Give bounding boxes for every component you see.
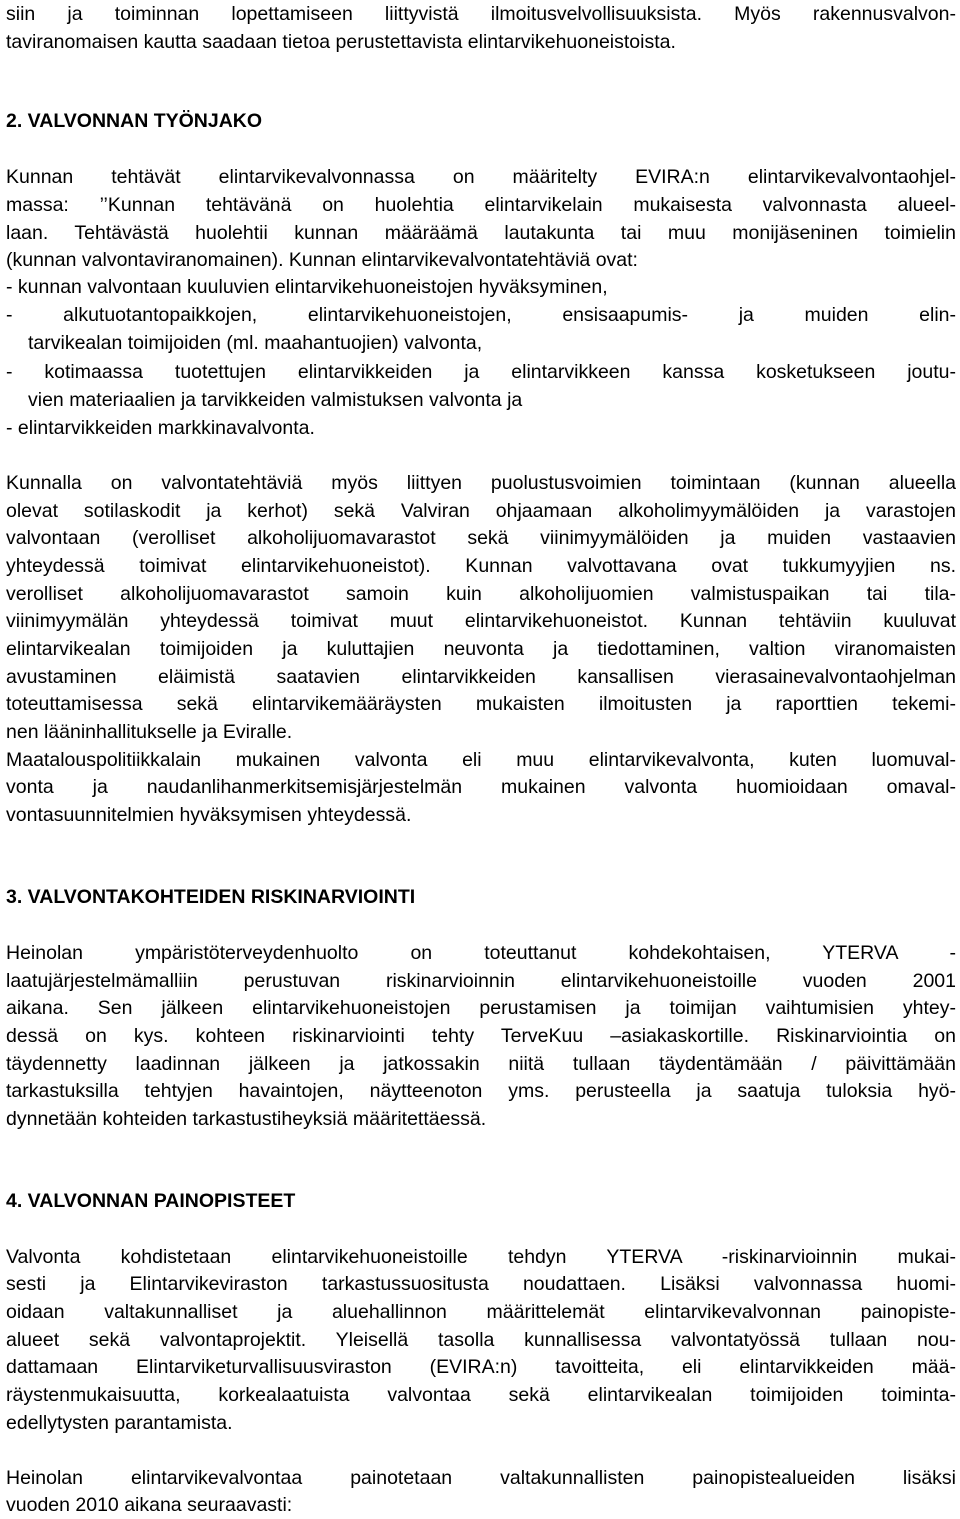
text-line: vontasuunnitelmien hyväksymisen yhteydessä. bbox=[6, 804, 412, 826]
text-line: viinimyymälän yhteydessä toimivat muut elintarvikehuoneistot. Kunnan tehtäviin kuuluvat bbox=[6, 610, 956, 632]
list-item: - elintarvikkeiden markkinavalvonta. bbox=[6, 417, 315, 439]
list-item: - kotimaassa tuotettujen elintarvikkeiden ja elintarvikkeen kanssa kosketukseen joutu- bbox=[6, 361, 956, 383]
text-line: toteuttamisessa sekä elintarvikemääräysten mukaisten ilmoitusten ja raporttien tekemi- bbox=[6, 693, 956, 715]
text-line: vuoden 2010 aikana seuraavasti: bbox=[6, 1494, 293, 1516]
text-line: Kunnalla on valvontatehtäviä myös liittyen puolustusvoimien toimintaan (kunnan alueella bbox=[6, 472, 956, 494]
text-line: Maatalouspolitiikkalain mukainen valvonta eli muu elintarvikevalvonta, kuten luomuval- bbox=[6, 749, 956, 771]
text-line: Valvonta kohdistetaan elintarvikehuoneistoille tehdyn YTERVA -riskinarvioinnin mukai- bbox=[6, 1246, 956, 1268]
text-line: Heinolan elintarvikevalvontaa painotetaan valtakunnallisten painopistealueiden lisäksi bbox=[6, 1467, 956, 1489]
list-item-continuation: tarvikealan toimijoiden (ml. maahantuojien) valvonta, bbox=[28, 332, 483, 354]
section-heading: 2. VALVONNAN TYÖNJAKO bbox=[6, 110, 263, 132]
text-line: olevat sotilaskodit ja kerhot) sekä Valviran ohjaamaan alkoholimyymälöiden ja varastojen bbox=[6, 500, 956, 522]
text-line: massa: ’’Kunnan tehtävänä on huolehtia elintarvikelain mukaisesta valvonnasta alueel- bbox=[6, 194, 956, 216]
text-line: verolliset alkoholijuomavarastot samoin kuin alkoholijuomien valmistuspaikan tai tila- bbox=[6, 583, 956, 605]
text-line: valvontaan (verolliset alkoholijuomavarastot sekä viinimyymälöiden ja muiden vastaavien bbox=[6, 527, 956, 549]
section-heading: 3. VALVONTAKOHTEIDEN RISKINARVIOINTI bbox=[6, 886, 416, 908]
list-item: - alkutuotantopaikkojen, elintarvikehuoneistojen, ensisaapumis- ja muiden elin- bbox=[6, 304, 956, 326]
list-item: - kunnan valvontaan kuuluvien elintarvikehuoneistojen hyväksyminen, bbox=[6, 276, 608, 298]
text-line: oidaan valtakunnalliset ja aluehallinnon määrittelemät elintarvikevalvonnan painopiste- bbox=[6, 1301, 956, 1323]
section-heading: 4. VALVONNAN PAINOPISTEET bbox=[6, 1190, 296, 1212]
text-line: edellytysten parantamista. bbox=[6, 1412, 233, 1434]
text-line: yhteydessä toimivat elintarvikehuoneistot). Kunnan valvottavana ovat tukkumyyjien ns. bbox=[6, 555, 956, 577]
text-line: alueet sekä valvontaprojektit. Yleisellä tasolla kunnallisessa valvontatyössä tullaan nou- bbox=[6, 1329, 956, 1351]
text-line: elintarvikealan toimijoiden ja kuluttajien neuvonta ja tiedottaminen, valtion viranomaisten bbox=[6, 638, 956, 660]
text-line: Kunnan tehtävät elintarvikevalvonnassa on määritelty EVIRA:n elintarvikevalvontaohjel- bbox=[6, 166, 956, 188]
list-item-continuation: vien materiaalien ja tarvikkeiden valmistuksen valvonta ja bbox=[28, 389, 523, 411]
text-line: laatujärjestelmämalliin perustuvan riskinarvioinnin elintarvikehuoneistoille vuoden 2001 bbox=[6, 970, 956, 992]
text-line: dessä on kys. kohteen riskinarviointi tehty TerveKuu –asiakaskortille. Riskinarviointia on bbox=[6, 1025, 956, 1047]
text-line: räystenmukaisuutta, korkealaatuista valvontaa sekä elintarvikealan toimijoiden toiminta- bbox=[6, 1384, 956, 1406]
text-line: tarkastuksilla tehtyjen havaintojen, näytteenoton yms. perusteella ja saatuja tuloksia hyö- bbox=[6, 1080, 956, 1102]
text-line: siin ja toiminnan lopettamiseen liittyvistä ilmoitusvelvollisuuksista. Myös rakennusvalvon- bbox=[6, 3, 956, 25]
text-line: vonta ja naudanlihanmerkitsemisjärjestelmän mukainen valvonta huomioidaan omaval- bbox=[6, 776, 956, 798]
text-line: sesti ja Elintarvikeviraston tarkastussuositusta noudattaen. Lisäksi valvonnassa huomi- bbox=[6, 1273, 956, 1295]
text-line: täydennetty laadinnan jälkeen ja jatkossakin niitä tullaan täydentämään / päivittämään bbox=[6, 1053, 956, 1075]
text-line: nen lääninhallitukselle ja Eviralle. bbox=[6, 721, 293, 743]
text-line: laan. Tehtävästä huolehtii kunnan määräämä lautakunta tai muu monijäseninen toimielin bbox=[6, 222, 956, 244]
text-line: dattamaan Elintarviketurvallisuusviraston (EVIRA:n) tavoitteita, eli elintarvikkeiden mää- bbox=[6, 1356, 956, 1378]
text-line: Heinolan ympäristöterveydenhuolto on toteuttanut kohdekohtaisen, YTERVA - bbox=[6, 942, 956, 964]
text-line: (kunnan valvontaviranomainen). Kunnan elintarvikevalvontatehtäviä ovat: bbox=[6, 249, 638, 271]
text-line: aikana. Sen jälkeen elintarvikehuoneistojen perustamisen ja toimijan vaihtumisien yhtey- bbox=[6, 997, 956, 1019]
text-line: taviranomaisen kautta saadaan tietoa perustettavista elintarvikehuoneistoista. bbox=[6, 31, 676, 53]
text-line: avustaminen eläimistä saatavien elintarvikkeiden kansallisen vierasainevalvontaohjelman bbox=[6, 666, 956, 688]
text-line: dynnetään kohteiden tarkastustiheyksiä määritettäessä. bbox=[6, 1108, 487, 1130]
